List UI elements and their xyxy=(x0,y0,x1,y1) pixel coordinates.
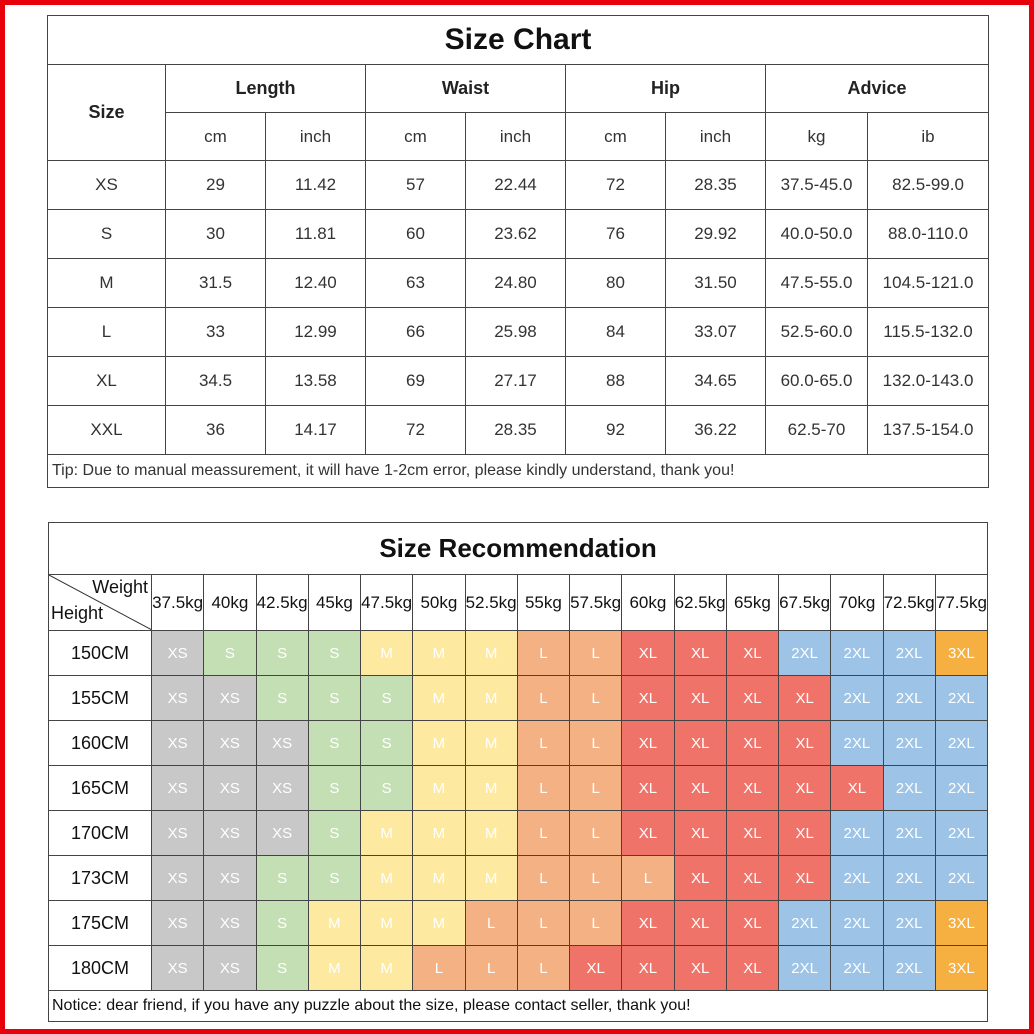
recommended-size-cell: 2XL xyxy=(883,676,935,721)
measurement-cell: 72 xyxy=(366,406,466,455)
size-chart-row xyxy=(48,259,989,308)
recommended-size-cell: M xyxy=(308,946,360,991)
unit-header: cm xyxy=(566,113,666,161)
recommended-size-cell: M xyxy=(413,721,465,766)
weight-axis-label: Weight xyxy=(92,577,148,597)
size-chart-row xyxy=(48,406,989,455)
recommended-size-cell: XL xyxy=(779,676,831,721)
measurement-cell: 88.0-110.0 xyxy=(868,210,989,259)
measurement-cell: 52.5-60.0 xyxy=(766,308,868,357)
measurement-cell: 33.07 xyxy=(666,308,766,357)
recommended-size-cell: L xyxy=(517,721,569,766)
recommended-size-cell: XS xyxy=(204,856,256,901)
recommended-size-cell: S xyxy=(361,721,413,766)
recommendation-row xyxy=(49,721,988,766)
unit-header: kg xyxy=(766,113,868,161)
unit-header: inch xyxy=(466,113,566,161)
recommendation-row xyxy=(49,766,988,811)
recommended-size-cell: M xyxy=(413,766,465,811)
size-column-header: Size xyxy=(48,65,166,161)
recommended-size-cell: L xyxy=(570,631,622,676)
recommended-size-cell: XS xyxy=(152,766,204,811)
size-chart-row xyxy=(48,308,989,357)
measurement-cell: 132.0-143.0 xyxy=(868,357,989,406)
measurement-cell: 104.5-121.0 xyxy=(868,259,989,308)
unit-header: cm xyxy=(366,113,466,161)
measurement-cell: 60.0-65.0 xyxy=(766,357,868,406)
recommendation-row xyxy=(49,811,988,856)
recommended-size-cell: S xyxy=(308,856,360,901)
height-label-cell: 173CM xyxy=(49,856,152,901)
measurement-cell: 31.50 xyxy=(666,259,766,308)
tip-text: Tip: Due to manual meassurement, it will have 1-2cm error, please kindly understand, thank you! xyxy=(48,455,989,488)
weight-header: 50kg xyxy=(413,575,465,631)
recommended-size-cell: XS xyxy=(256,811,308,856)
recommended-size-cell: 2XL xyxy=(935,856,987,901)
measurement-cell: 137.5-154.0 xyxy=(868,406,989,455)
size-chart-title: Size Chart xyxy=(48,16,989,65)
recommendation-row xyxy=(49,901,988,946)
recommended-size-cell: XL xyxy=(779,811,831,856)
weight-header: 42.5kg xyxy=(256,575,308,631)
height-label-cell: 160CM xyxy=(49,721,152,766)
recommended-size-cell: XL xyxy=(726,721,778,766)
recommended-size-cell: L xyxy=(570,766,622,811)
recommended-size-cell: XL xyxy=(726,946,778,991)
measurement-cell: 29 xyxy=(166,161,266,210)
size-chart-row xyxy=(48,161,989,210)
recommended-size-cell: L xyxy=(570,856,622,901)
recommended-size-cell: XS xyxy=(204,901,256,946)
weight-height-corner-header xyxy=(49,575,152,631)
recommended-size-cell: M xyxy=(413,631,465,676)
recommendation-row xyxy=(49,856,988,901)
height-label-cell: 155CM xyxy=(49,676,152,721)
recommended-size-cell: 2XL xyxy=(831,856,883,901)
recommended-size-cell: XL xyxy=(570,946,622,991)
recommended-size-cell: 2XL xyxy=(935,766,987,811)
recommended-size-cell: L xyxy=(570,721,622,766)
recommended-size-cell: XL xyxy=(622,631,674,676)
measurement-cell: 76 xyxy=(566,210,666,259)
recommended-size-cell: XS xyxy=(152,631,204,676)
size-label-cell: S xyxy=(48,210,166,259)
measurement-cell: 14.17 xyxy=(266,406,366,455)
measurement-cell: 11.42 xyxy=(266,161,366,210)
height-axis-label: Height xyxy=(51,603,104,623)
recommended-size-cell: XL xyxy=(674,811,726,856)
measurement-cell: 66 xyxy=(366,308,466,357)
recommended-size-cell: M xyxy=(361,631,413,676)
unit-header: ib xyxy=(868,113,989,161)
recommended-size-cell: XL xyxy=(726,766,778,811)
recommended-size-cell: S xyxy=(204,631,256,676)
recommended-size-cell: M xyxy=(465,766,517,811)
measurement-cell: 47.5-55.0 xyxy=(766,259,868,308)
measurement-cell: 60 xyxy=(366,210,466,259)
notice-text: Notice: dear friend, if you have any puzzle about the size, please contact seller, thank you! xyxy=(49,991,988,1022)
recommended-size-cell: 2XL xyxy=(883,721,935,766)
recommended-size-cell: XL xyxy=(726,901,778,946)
size-recommendation-table xyxy=(48,522,988,1022)
recommended-size-cell: M xyxy=(465,721,517,766)
recommended-size-cell: S xyxy=(308,721,360,766)
recommended-size-cell: XL xyxy=(779,766,831,811)
measurement-cell: 12.40 xyxy=(266,259,366,308)
recommended-size-cell: XS xyxy=(256,721,308,766)
recommended-size-cell: S xyxy=(361,766,413,811)
recommended-size-cell: S xyxy=(256,946,308,991)
size-chart-row xyxy=(48,210,989,259)
measurement-cell: 84 xyxy=(566,308,666,357)
recommended-size-cell: L xyxy=(517,676,569,721)
recommended-size-cell: XL xyxy=(726,811,778,856)
measurement-cell: 22.44 xyxy=(466,161,566,210)
recommended-size-cell: 2XL xyxy=(883,856,935,901)
recommended-size-cell: 2XL xyxy=(883,631,935,676)
recommended-size-cell: 2XL xyxy=(831,901,883,946)
recommended-size-cell: M xyxy=(413,676,465,721)
measurement-cell: 62.5-70 xyxy=(766,406,868,455)
weight-header: 57.5kg xyxy=(570,575,622,631)
measurement-cell: 27.17 xyxy=(466,357,566,406)
hip-header: Hip xyxy=(566,65,766,113)
height-label-cell: 150CM xyxy=(49,631,152,676)
recommended-size-cell: S xyxy=(256,856,308,901)
unit-header: cm xyxy=(166,113,266,161)
size-recommendation-title: Size Recommendation xyxy=(49,523,988,575)
recommended-size-cell: XS xyxy=(152,946,204,991)
weight-header: 62.5kg xyxy=(674,575,726,631)
recommended-size-cell: XL xyxy=(674,631,726,676)
recommended-size-cell: 2XL xyxy=(831,631,883,676)
recommended-size-cell: 2XL xyxy=(883,946,935,991)
recommended-size-cell: L xyxy=(465,901,517,946)
measurement-cell: 69 xyxy=(366,357,466,406)
recommended-size-cell: XL xyxy=(622,901,674,946)
size-label-cell: XS xyxy=(48,161,166,210)
measurement-cell: 80 xyxy=(566,259,666,308)
recommended-size-cell: 2XL xyxy=(883,811,935,856)
size-chart-row xyxy=(48,357,989,406)
measurement-cell: 13.58 xyxy=(266,357,366,406)
measurement-cell: 36 xyxy=(166,406,266,455)
measurement-cell: 23.62 xyxy=(466,210,566,259)
recommended-size-cell: M xyxy=(413,901,465,946)
measurement-cell: 30 xyxy=(166,210,266,259)
recommended-size-cell: XL xyxy=(726,676,778,721)
recommended-size-cell: XL xyxy=(622,766,674,811)
recommended-size-cell: L xyxy=(517,856,569,901)
measurement-cell: 34.65 xyxy=(666,357,766,406)
measurement-cell: 37.5-45.0 xyxy=(766,161,868,210)
recommended-size-cell: 2XL xyxy=(779,901,831,946)
recommended-size-cell: XS xyxy=(204,811,256,856)
recommended-size-cell: S xyxy=(361,676,413,721)
recommended-size-cell: M xyxy=(465,676,517,721)
recommended-size-cell: XL xyxy=(674,856,726,901)
measurement-cell: 92 xyxy=(566,406,666,455)
recommended-size-cell: M xyxy=(361,856,413,901)
recommended-size-cell: XS xyxy=(204,721,256,766)
recommended-size-cell: XS xyxy=(152,811,204,856)
recommended-size-cell: L xyxy=(517,946,569,991)
recommended-size-cell: XL xyxy=(622,721,674,766)
recommended-size-cell: 2XL xyxy=(831,676,883,721)
measurement-cell: 29.92 xyxy=(666,210,766,259)
recommended-size-cell: M xyxy=(413,811,465,856)
height-label-cell: 165CM xyxy=(49,766,152,811)
measurement-cell: 31.5 xyxy=(166,259,266,308)
measurement-cell: 11.81 xyxy=(266,210,366,259)
recommended-size-cell: XL xyxy=(674,946,726,991)
recommended-size-cell: 2XL xyxy=(831,946,883,991)
measurement-cell: 72 xyxy=(566,161,666,210)
recommended-size-cell: 2XL xyxy=(831,811,883,856)
recommended-size-cell: 2XL xyxy=(935,676,987,721)
recommended-size-cell: L xyxy=(413,946,465,991)
recommended-size-cell: XS xyxy=(152,856,204,901)
measurement-cell: 40.0-50.0 xyxy=(766,210,868,259)
recommended-size-cell: M xyxy=(465,856,517,901)
recommended-size-cell: 2XL xyxy=(935,811,987,856)
recommended-size-cell: L xyxy=(517,901,569,946)
weight-header: 55kg xyxy=(517,575,569,631)
recommended-size-cell: XL xyxy=(674,676,726,721)
weight-header: 77.5kg xyxy=(935,575,987,631)
measurement-cell: 28.35 xyxy=(466,406,566,455)
weight-header: 72.5kg xyxy=(883,575,935,631)
recommendation-row xyxy=(49,946,988,991)
recommended-size-cell: XL xyxy=(726,631,778,676)
recommended-size-cell: 3XL xyxy=(935,901,987,946)
measurement-cell: 24.80 xyxy=(466,259,566,308)
recommendation-row xyxy=(49,676,988,721)
recommended-size-cell: L xyxy=(570,676,622,721)
recommended-size-cell: XS xyxy=(152,901,204,946)
recommended-size-cell: 2XL xyxy=(935,721,987,766)
recommended-size-cell: XL xyxy=(726,856,778,901)
recommended-size-cell: XL xyxy=(622,676,674,721)
measurement-cell: 115.5-132.0 xyxy=(868,308,989,357)
recommended-size-cell: 2XL xyxy=(883,901,935,946)
weight-header: 67.5kg xyxy=(779,575,831,631)
recommended-size-cell: M xyxy=(361,946,413,991)
recommended-size-cell: XL xyxy=(674,901,726,946)
length-header: Length xyxy=(166,65,366,113)
recommended-size-cell: XS xyxy=(204,676,256,721)
weight-header: 40kg xyxy=(204,575,256,631)
size-label-cell: XL xyxy=(48,357,166,406)
height-label-cell: 170CM xyxy=(49,811,152,856)
recommended-size-cell: S xyxy=(308,811,360,856)
unit-header: inch xyxy=(666,113,766,161)
recommended-size-cell: L xyxy=(465,946,517,991)
height-label-cell: 180CM xyxy=(49,946,152,991)
recommended-size-cell: M xyxy=(465,811,517,856)
recommended-size-cell: XS xyxy=(152,721,204,766)
recommended-size-cell: XS xyxy=(256,766,308,811)
recommended-size-cell: L xyxy=(570,811,622,856)
measurement-cell: 36.22 xyxy=(666,406,766,455)
recommended-size-cell: XL xyxy=(779,721,831,766)
recommended-size-cell: M xyxy=(361,901,413,946)
recommended-size-cell: 2XL xyxy=(779,631,831,676)
waist-header: Waist xyxy=(366,65,566,113)
weight-header: 65kg xyxy=(726,575,778,631)
size-label-cell: M xyxy=(48,259,166,308)
recommended-size-cell: S xyxy=(308,676,360,721)
recommended-size-cell: L xyxy=(570,901,622,946)
measurement-cell: 63 xyxy=(366,259,466,308)
weight-header: 47.5kg xyxy=(361,575,413,631)
advice-header: Advice xyxy=(766,65,989,113)
recommended-size-cell: M xyxy=(465,631,517,676)
recommended-size-cell: L xyxy=(517,766,569,811)
size-label-cell: XXL xyxy=(48,406,166,455)
recommended-size-cell: S xyxy=(308,766,360,811)
size-chart-table xyxy=(47,15,989,488)
recommended-size-cell: XL xyxy=(622,946,674,991)
recommended-size-cell: M xyxy=(308,901,360,946)
measurement-cell: 57 xyxy=(366,161,466,210)
recommended-size-cell: S xyxy=(308,631,360,676)
measurement-cell: 25.98 xyxy=(466,308,566,357)
recommended-size-cell: XL xyxy=(831,766,883,811)
recommended-size-cell: 3XL xyxy=(935,946,987,991)
recommended-size-cell: XS xyxy=(204,766,256,811)
measurement-cell: 34.5 xyxy=(166,357,266,406)
measurement-cell: 88 xyxy=(566,357,666,406)
weight-header: 70kg xyxy=(831,575,883,631)
recommended-size-cell: XL xyxy=(674,721,726,766)
measurement-cell: 12.99 xyxy=(266,308,366,357)
weight-header: 45kg xyxy=(308,575,360,631)
recommended-size-cell: 2XL xyxy=(779,946,831,991)
weight-header: 52.5kg xyxy=(465,575,517,631)
recommended-size-cell: 2XL xyxy=(831,721,883,766)
recommended-size-cell: XL xyxy=(779,856,831,901)
measurement-cell: 82.5-99.0 xyxy=(868,161,989,210)
recommended-size-cell: XL xyxy=(674,766,726,811)
recommended-size-cell: XL xyxy=(622,811,674,856)
recommended-size-cell: XS xyxy=(204,946,256,991)
recommended-size-cell: M xyxy=(413,856,465,901)
recommendation-row xyxy=(49,631,988,676)
recommended-size-cell: M xyxy=(361,811,413,856)
size-label-cell: L xyxy=(48,308,166,357)
height-label-cell: 175CM xyxy=(49,901,152,946)
recommended-size-cell: L xyxy=(622,856,674,901)
recommended-size-cell: S xyxy=(256,676,308,721)
weight-header: 37.5kg xyxy=(152,575,204,631)
measurement-cell: 33 xyxy=(166,308,266,357)
recommended-size-cell: L xyxy=(517,631,569,676)
recommended-size-cell: 3XL xyxy=(935,631,987,676)
recommended-size-cell: L xyxy=(517,811,569,856)
weight-header: 60kg xyxy=(622,575,674,631)
recommended-size-cell: XS xyxy=(152,676,204,721)
recommended-size-cell: S xyxy=(256,631,308,676)
unit-header: inch xyxy=(266,113,366,161)
recommended-size-cell: S xyxy=(256,901,308,946)
measurement-cell: 28.35 xyxy=(666,161,766,210)
recommended-size-cell: 2XL xyxy=(883,766,935,811)
